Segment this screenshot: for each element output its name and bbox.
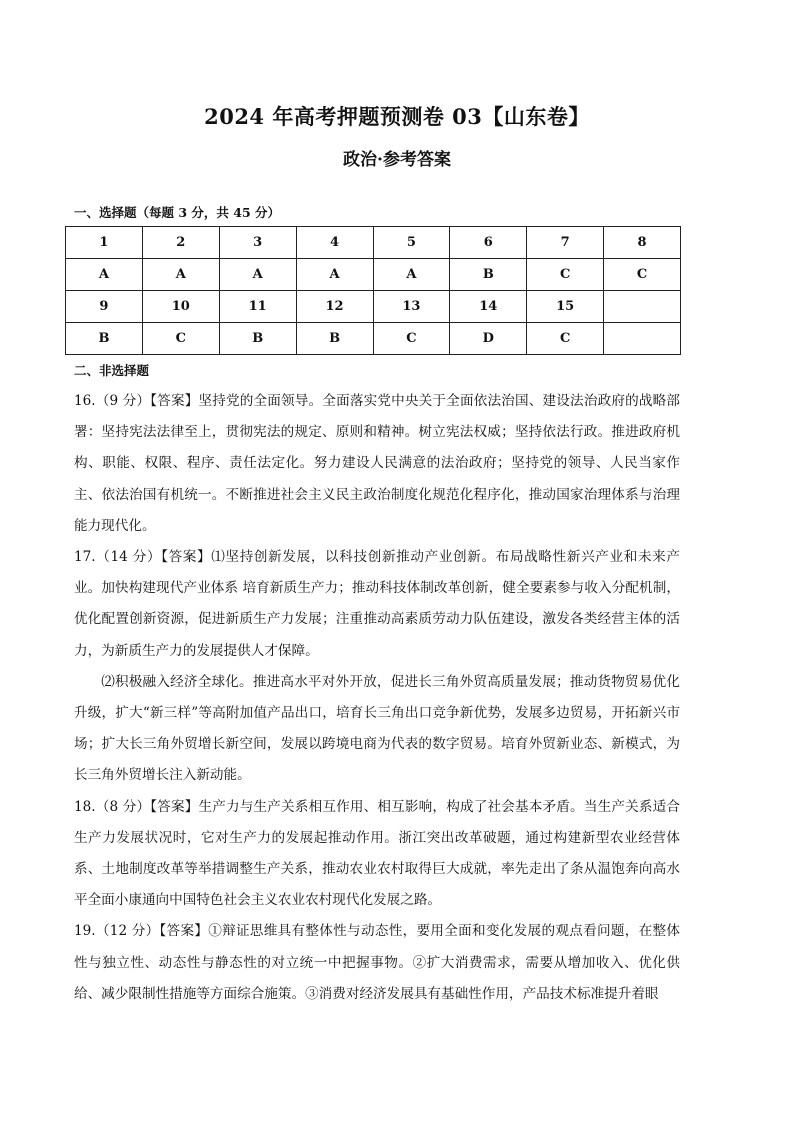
answer-table-cell: 12 <box>296 291 373 323</box>
answer-table-cell: 15 <box>527 291 604 323</box>
answer-table-cell: B <box>296 323 373 355</box>
answer-table-cell: A <box>66 259 143 291</box>
answer-q17-part1: 17.（14 分）【答案】⑴坚持创新发展，以科技创新推动产业创新。布局战略性新兴产业和未来产业。加快构建现代产业体系 培育新质生产力；推动科技体制改革创新，健全要素参与收入分配机制，优化配置创新资源，促进新质生产力发展；注重推动高素质劳动力队伍建设，激发各类经营主体的活力，为新质生产力的发展提供人才保障。 <box>74 549 680 659</box>
answer-table-cell: A <box>296 259 373 291</box>
answer-table-cell: A <box>142 259 219 291</box>
answer-table-cell: 6 <box>450 227 527 259</box>
answer-table-cell: 10 <box>142 291 219 323</box>
answer-table-cell: B <box>219 323 296 355</box>
answer-table-cell <box>604 291 681 323</box>
answer-table-cell: B <box>66 323 143 355</box>
page-title: 2024 年高考押题预测卷 03【山东卷】 <box>204 104 590 129</box>
answer-table-cell: A <box>373 259 450 291</box>
answer-table-cell: B <box>450 259 527 291</box>
answers-body <box>74 386 680 1010</box>
answer-table-cell: 1 <box>66 227 143 259</box>
answer-table <box>65 226 681 355</box>
answer-table-row <box>66 323 681 355</box>
answer-table-row <box>66 291 681 323</box>
section-heading-choice: 一、选择题（每题 3 分，共 45 分） <box>74 205 281 220</box>
answer-table-cell: C <box>142 323 219 355</box>
answer-table-cell: 7 <box>527 227 604 259</box>
answer-table-cell: 4 <box>296 227 373 259</box>
answer-table-cell <box>604 323 681 355</box>
answer-table-cell: A <box>219 259 296 291</box>
answer-table-cell: 14 <box>450 291 527 323</box>
answer-q17-part2: ⑵积极融入经济全球化。推进高水平对外开放，促进长三角外贸高质量发展；推动货物贸易优化升级，扩大“新三样”等高附加值产品出口，培育长三角出口竞争新优势，发展多边贸易，开拓新兴市场；扩大长三角外贸增长新空间，发展以跨境电商为代表的数字贸易。培育外贸新业态、新模式，为长三角外贸增长注入新动能。 <box>74 673 680 784</box>
answer-q18: 18.（8 分）【答案】生产力与生产关系相互作用、相互影响，构成了社会基本矛盾。当生产关系适合生产力发展状况时，它对生产力的发展起推动作用。浙江突出改革破题，通过构建新型农业经营体系、土地制度改革等举措调整生产关系，推动农业农村取得巨大成就，率先走出了条从温饱奔向高水平全面小康通向中国特色社会主义农业农村现代化发展之路。 <box>74 798 680 909</box>
answer-table-row <box>66 259 681 291</box>
answer-q19: 19.（12 分）【答案】①辩证思维具有整体性与动态性，要用全面和变化发展的观点看问题，在整体性与独立性、动态性与静态性的对立统一中把握事物。②扩大消费需求，需要从增加收入、优化供给、减少限制性措施等方面综合施策。③消费对经济发展具有基础性作用，产品技术标准提升着眼 <box>74 923 680 1002</box>
answer-table-cell: 9 <box>66 291 143 323</box>
answer-table-cell: D <box>450 323 527 355</box>
answer-table-cell: 11 <box>219 291 296 323</box>
answer-table-cell: 13 <box>373 291 450 323</box>
section-heading-nonchoice: 二、非选择题 <box>74 363 150 378</box>
answer-table-cell: 2 <box>142 227 219 259</box>
answer-table-cell: 5 <box>373 227 450 259</box>
answer-table-cell: C <box>604 259 681 291</box>
answer-table-cell: C <box>527 323 604 355</box>
answer-table-cell: 3 <box>219 227 296 259</box>
answer-table-cell: C <box>373 323 450 355</box>
answer-table-row <box>66 227 681 259</box>
answer-table-cell: 8 <box>604 227 681 259</box>
answer-q16: 16.（9 分）【答案】坚持党的全面领导。全面落实党中央关于全面依法治国、建设法治政府的战略部署：坚持宪法法律至上，贯彻宪法的规定、原则和精神。树立宪法权威；坚持依法行政。推进政府机构、职能、权限、程序、责任法定化。努力建设人民满意的法治政府；坚持党的领导、人民当家作主、依法治国有机统一。不断推进社会主义民主政治制度化规范化程序化，推动国家治理体系与治理能力现代化。 <box>74 393 680 534</box>
page-subtitle: 政治·参考答案 <box>343 150 451 170</box>
answer-table-cell: C <box>527 259 604 291</box>
